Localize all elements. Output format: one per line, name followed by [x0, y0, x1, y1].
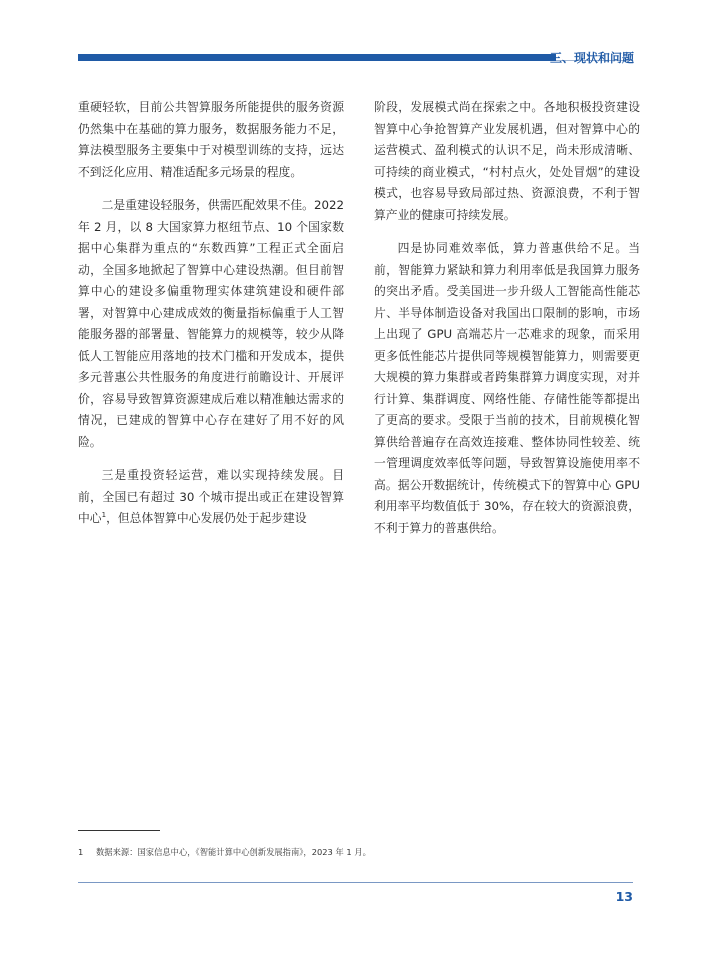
point-three-text-end: ，但总体智算中心发展仍处于起步建设: [106, 511, 307, 525]
left-paragraph-point-three: [78, 465, 344, 530]
footnote-marker[interactable]: 1: [101, 511, 107, 519]
left-paragraph-continued: 重硬轻软，目前公共智算服务所能提供的服务资源仍然集中在基础的算力服务，数据服务能力不足，算法模型服务主要集中于对模型训练的支持，远达不到泛化应用、精准适配多元场景的程度。: [78, 100, 344, 179]
point-three-text-start: 三是重投资轻运营，难以实现持续发展。目前，全国已有超过 30 个城市提出或正在建设智算中心: [78, 468, 344, 525]
left-paragraph-point-two: 二是重建设轻服务，供需匹配效果不佳。2022 年 2 月，以 8 大国家算力枢纽节点、10 个国家数据中心集群为重点的“东数西算”工程正式全面启动，全国多地掀起了智算中心建设热潮。但目前智算中心的建设多偏重物理实体建筑建设和硬件部署，对智算中心建成成效的衡量指标偏重于人工智能服务器的部署量、智能算力的规模等，较少从降低人工智能应用落地的技术门槛和开发成本，提供多元普惠公共性服务的角度进行前瞻设计、开展评价，容易导致智算资源建成后难以精准触达需求的情况，已建成的智算中心存在建好了用不好的风险。: [78, 198, 344, 449]
section-title: 三、现状和问题: [549, 51, 634, 65]
header-accent-bar: [78, 54, 556, 61]
right-paragraph-point-four: 四是协同难效率低，算力普惠供给不足。当前，智能算力紧缺和算力利用率低是我国算力服务的突出矛盾。受美国进一步升级人工智能高性能芯片、半导体制造设备对我国出口限制的影响，市场上出现了 GPU 高端芯片一芯难求的现象，而采用更多低性能芯片提供同等规模智能算力，则需要更大规模的算力集群或者跨集群算力调度实现，对并行计算、集群调度、网络性能、存储性能等都提出了更高的要求。受限于当前的技术，目前规模化智算供给普遍存在高效连接难、整体协同性较差、统一管理调度效率低等问题，导致智算设施使用率不高。据公开数据统计，传统模式下的智算中心 GPU 利用率平均数值低于 30%，存在较大的资源浪费，不利于算力的普惠供给。: [374, 241, 640, 535]
right-column: [374, 97, 640, 551]
footnote: [78, 846, 371, 858]
page-number: 13: [615, 889, 633, 904]
footer-rule: [78, 882, 633, 883]
left-column: [78, 97, 344, 542]
right-paragraph-continued: 阶段，发展模式尚在探索之中。各地积极投资建设智算中心争抢智算产业发展机遇，但对智算中心的运营模式、盈利模式的认识不足，尚未形成清晰、可持续的商业模式，“村村点火，处处冒烟”的建设模式，也容易导致局部过热、资源浪费，不利于智算产业的健康可持续发展。: [374, 100, 640, 222]
footnote-divider: [78, 830, 160, 831]
footnote-text: 数据来源：国家信息中心，《智能计算中心创新发展指南》，2023 年 1 月。: [96, 847, 371, 857]
footnote-number: 1: [78, 847, 84, 857]
